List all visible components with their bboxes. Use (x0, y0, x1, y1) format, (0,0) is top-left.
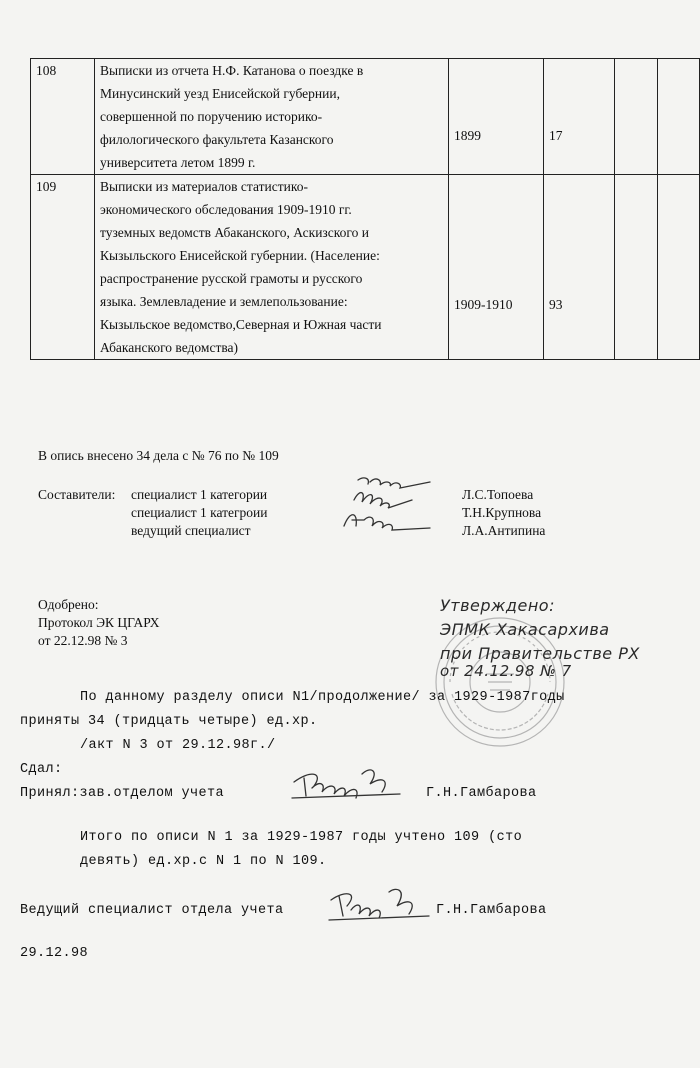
title-line: университета летом 1899 г. (100, 155, 256, 170)
title-line: Кызыльского Енисейской губернии. (Население: (100, 248, 380, 263)
row-note (615, 59, 658, 175)
title-line: языка. Землевладение и землепользование: (100, 294, 348, 309)
title-line: совершенной по поручению историко- (100, 109, 323, 124)
lead-signature (325, 886, 435, 926)
approved-date: от 22.12.98 № 3 (38, 633, 128, 648)
document-date: 29.12.98 (20, 946, 89, 961)
row-sheets: 17 (544, 59, 615, 175)
compiler-position: ведущий специалист (131, 523, 251, 538)
typed-line: приняты 34 (тридцать четыре) ед.хр. (20, 714, 318, 729)
approved-protocol: Протокол ЭК ЦГАРХ (38, 615, 160, 630)
compilers-signature (330, 470, 445, 542)
typed-line: /акт N 3 от 29.12.98г./ (80, 738, 276, 753)
handed-label: Сдал: (20, 762, 63, 777)
typed-line: По данному разделу описи N1/продолжение/ за 1929-1987годы (80, 690, 565, 705)
table-row (31, 59, 700, 175)
title-line: Выписки из отчета Н.Ф. Катанова о поездке в (100, 63, 364, 78)
total-line: девять) ед.хр.с N 1 по N 109. (80, 854, 327, 869)
title-line: экономического обследования 1909-1910 гг. (100, 202, 352, 217)
row-dates: 1899 (449, 59, 544, 175)
row-number: 108 (31, 59, 95, 175)
stamp-line: Утверждено: (440, 596, 555, 615)
compiler-position: специалист 1 категроии (131, 505, 268, 520)
title-line: туземных ведомств Абаканского, Аскизского и (100, 225, 369, 240)
title-line: распространение русской грамоты и русского (100, 271, 363, 286)
inventory-table (30, 58, 700, 360)
row-dates: 1909-1910 (449, 175, 544, 360)
table-row (31, 175, 700, 360)
lead-name: Г.Н.Гамбарова (436, 903, 547, 918)
summary-line: В опись внесено 34 дела с № 76 по № 109 (38, 448, 279, 463)
lead-label: Ведущий специалист отдела учета (20, 903, 284, 918)
row-sheets: 93 (544, 175, 615, 360)
compilers-label: Составители: (38, 487, 116, 502)
row-note (615, 175, 658, 360)
received-label: Принял:зав.отделом учета (20, 786, 225, 801)
stamp-line: ЭПМК Хакасархива (440, 620, 610, 639)
title-line: Выписки из материалов статистико- (100, 179, 308, 194)
title-line: Абаканского ведомства) (100, 340, 239, 355)
title-line: Кызыльское ведомство,Северная и Южная части (100, 317, 382, 332)
row-extra (658, 175, 700, 360)
approved-label: Одобрено: (38, 597, 99, 612)
row-extra (658, 59, 700, 175)
title-line: филологического факультета Казанского (100, 132, 334, 147)
received-name: Г.Н.Гамбарова (426, 786, 537, 801)
compiler-name: Л.А.Антипина (462, 523, 546, 538)
total-line: Итого по описи N 1 за 1929-1987 годы учтено 109 (сто (80, 830, 523, 845)
stamp-line: от 24.12.98 № 7 (440, 662, 572, 680)
compiler-position: специалист 1 категории (131, 487, 268, 502)
compiler-name: Л.С.Топоева (462, 487, 534, 502)
title-line: Минусинский уезд Енисейской губернии, (100, 86, 340, 101)
row-number: 109 (31, 175, 95, 360)
compiler-name: Т.Н.Крупнова (462, 505, 542, 520)
row-title (95, 175, 449, 360)
stamp-line: при Правительстве РХ (440, 644, 640, 663)
row-title (95, 59, 449, 175)
received-signature (290, 766, 410, 806)
